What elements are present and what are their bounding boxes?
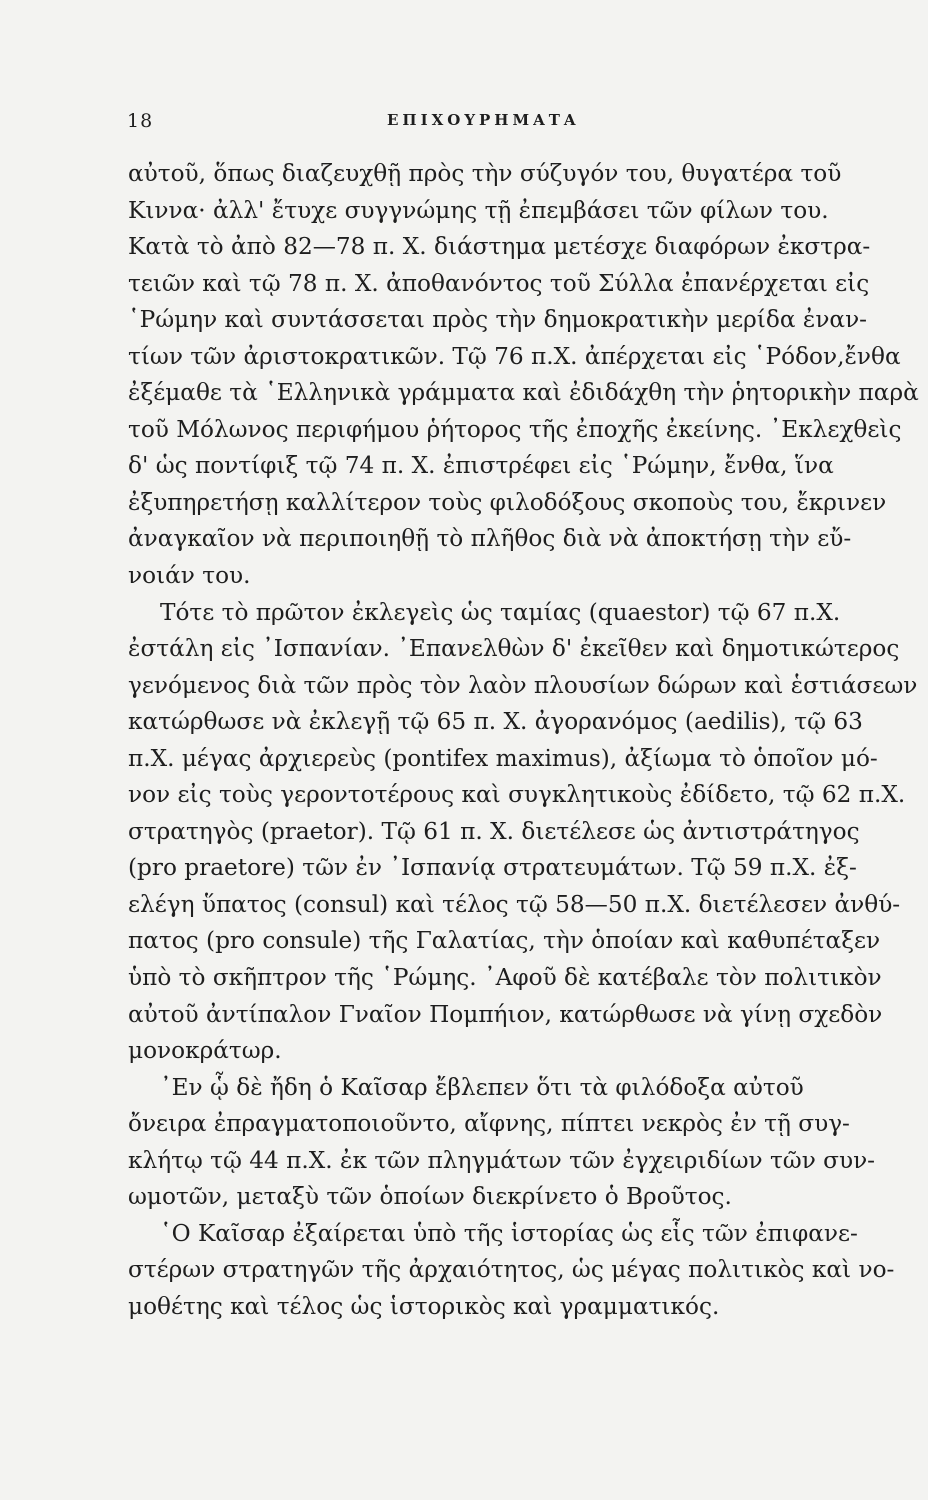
text-line: δ' ὡς ποντίφιξ τῷ 74 π. Χ. ἐπιστρέφει εἰς ῾Ρώμην, ἔνθα, ἵνα <box>128 452 834 480</box>
text-line: ἐξυπηρετήσῃ καλλίτερον τοὺς φιλοδόξους σκοποὺς του, ἔκρινεν <box>128 488 887 516</box>
text-line: μονοκράτωρ. <box>128 1037 282 1065</box>
text-line: π.Χ. μέγας ἀρχιερεὺς (pontifex maximus), ἀξίωμα τὸ ὁποῖον μό- <box>128 744 878 772</box>
body-text <box>128 156 919 1326</box>
text-line: τίων τῶν ἀριστοκρατικῶν. Τῷ 76 π.Χ. ἀπέρχεται εἰς ῾Ρόδον,ἔνθα <box>128 342 901 370</box>
text-line: μοθέτης καὶ τέλος ὡς ἱστορικὸς καὶ γραμματικός. <box>128 1292 720 1320</box>
text-line: στρατηγὸς (praetor). Τῷ 61 π. Χ. διετέλεσε ὡς ἀντιστράτηγος <box>128 817 860 845</box>
text-line: κλήτῳ τῷ 44 π.Χ. ἐκ τῶν πληγμάτων τῶν ἐγχειριδίων τῶν συν- <box>128 1146 876 1174</box>
text-line: στέρων στρατηγῶν τῆς ἀρχαιότητος, ὡς μέγας πολιτικὸς καὶ νο- <box>128 1256 895 1284</box>
text-line: τοῦ Μόλωνος περιφήμου ῥήτορος τῆς ἐποχῆς ἐκείνης. ᾿Εκλεχθεὶς <box>128 415 902 443</box>
text-line: νον εἰς τοὺς γεροντοτέρους καὶ συγκλητικοὺς ἐδίδετο, τῷ 62 π.Χ. <box>128 781 906 809</box>
text-line: ὑπὸ τὸ σκῆπτρον τῆς ῾Ρώμης. ᾿Αφοῦ δὲ κατέβαλε τὸν πολιτικὸν <box>128 964 882 992</box>
text-line: ἐξέμαθε τὰ ῾Ελληνικὰ γράμματα καὶ ἐδιδάχθη τὴν ῥητορικὴν παρὰ <box>128 379 919 407</box>
text-line: πατος (pro consule) τῆς Γαλατίας, τὴν ὁποίαν καὶ καθυπέταξεν <box>128 927 881 955</box>
text-line: νοιάν του. <box>128 562 251 590</box>
text-line: Τότε τὸ πρῶτον ἐκλεγεὶς ὡς ταμίας (quaestor) τῷ 67 π.Χ. <box>160 598 841 626</box>
text-line: Κατὰ τὸ ἀπὸ 82—78 π. Χ. διάστημα μετέσχε διαφόρων ἐκστρα- <box>128 233 871 261</box>
text-line: ῾Ο Καῖσαρ ἐξαίρεται ὑπὸ τῆς ἱστορίας ὡς εἷς τῶν ἐπιφανε- <box>160 1219 858 1247</box>
text-line: αὐτοῦ ἀντίπαλον Γναῖον Πομπήιον, κατώρθωσε νὰ γίνῃ σχεδὸν <box>128 1000 883 1028</box>
page-header <box>125 104 805 134</box>
text-line: αὐτοῦ, ὅπως διαζευχθῇ πρὸς τὴν σύζυγόν του, θυγατέρα τοῦ <box>128 160 842 187</box>
text-line: ἐστάλη εἰς ᾿Ισπανίαν. ᾿Επανελθὼν δ' ἐκεῖθεν καὶ δημοτικώτερος <box>128 635 900 663</box>
text-line: ὄνειρα ἐπραγματοποιοῦντο, αἴφνης, πίπτει νεκρὸς ἐν τῇ συγ- <box>128 1110 850 1138</box>
text-line: ῾Ρώμην καὶ συντάσσεται πρὸς τὴν δημοκρατικὴν μερίδα ἐναν- <box>128 306 867 334</box>
running-title: ΕΠΙΧΟΥΡΗΜΑΤΑ <box>387 111 580 129</box>
text-line: τειῶν καὶ τῷ 78 π. Χ. ἀποθανόντος τοῦ Σύλλα ἐπανέρχεται εἰς <box>128 269 870 297</box>
text-line: Κιννα· ἀλλ' ἔτυχε συγγνώμης τῇ ἐπεμβάσει τῶν φίλων του. <box>128 196 829 224</box>
text-line: κατώρθωσε νὰ ἐκλεγῇ τῷ 65 π. Χ. ἀγορανόμος (aedilis), τῷ 63 <box>128 708 863 736</box>
text-line: γενόμενος διὰ τῶν πρὸς τὸν λαὸν πλουσίων δώρων καὶ ἑστιάσεων <box>128 671 918 699</box>
text-line: ᾿Εν ᾧ δὲ ἤδη ὁ Καῖσαρ ἔβλεπεν ὅτι τὰ φιλόδοξα αὐτοῦ <box>160 1073 804 1101</box>
text-line: ωμοτῶν, μεταξὺ τῶν ὁποίων διεκρίνετο ὁ Βροῦτος. <box>128 1183 732 1211</box>
text-line: (pro praetore) τῶν ἐν ᾿Ισπανίᾳ στρατευμάτων. Τῷ 59 π.Χ. ἐξ- <box>128 854 857 882</box>
text-line: ελέγη ὕπατος (consul) καὶ τέλος τῷ 58—50 π.Χ. διετέλεσεν ἀνθύ- <box>128 890 901 918</box>
page-number: 18 <box>127 110 154 132</box>
text-line: ἀναγκαῖον νὰ περιποιηθῇ τὸ πλῆθος διὰ νὰ ἀποκτήσῃ τὴν εὔ- <box>128 525 852 553</box>
